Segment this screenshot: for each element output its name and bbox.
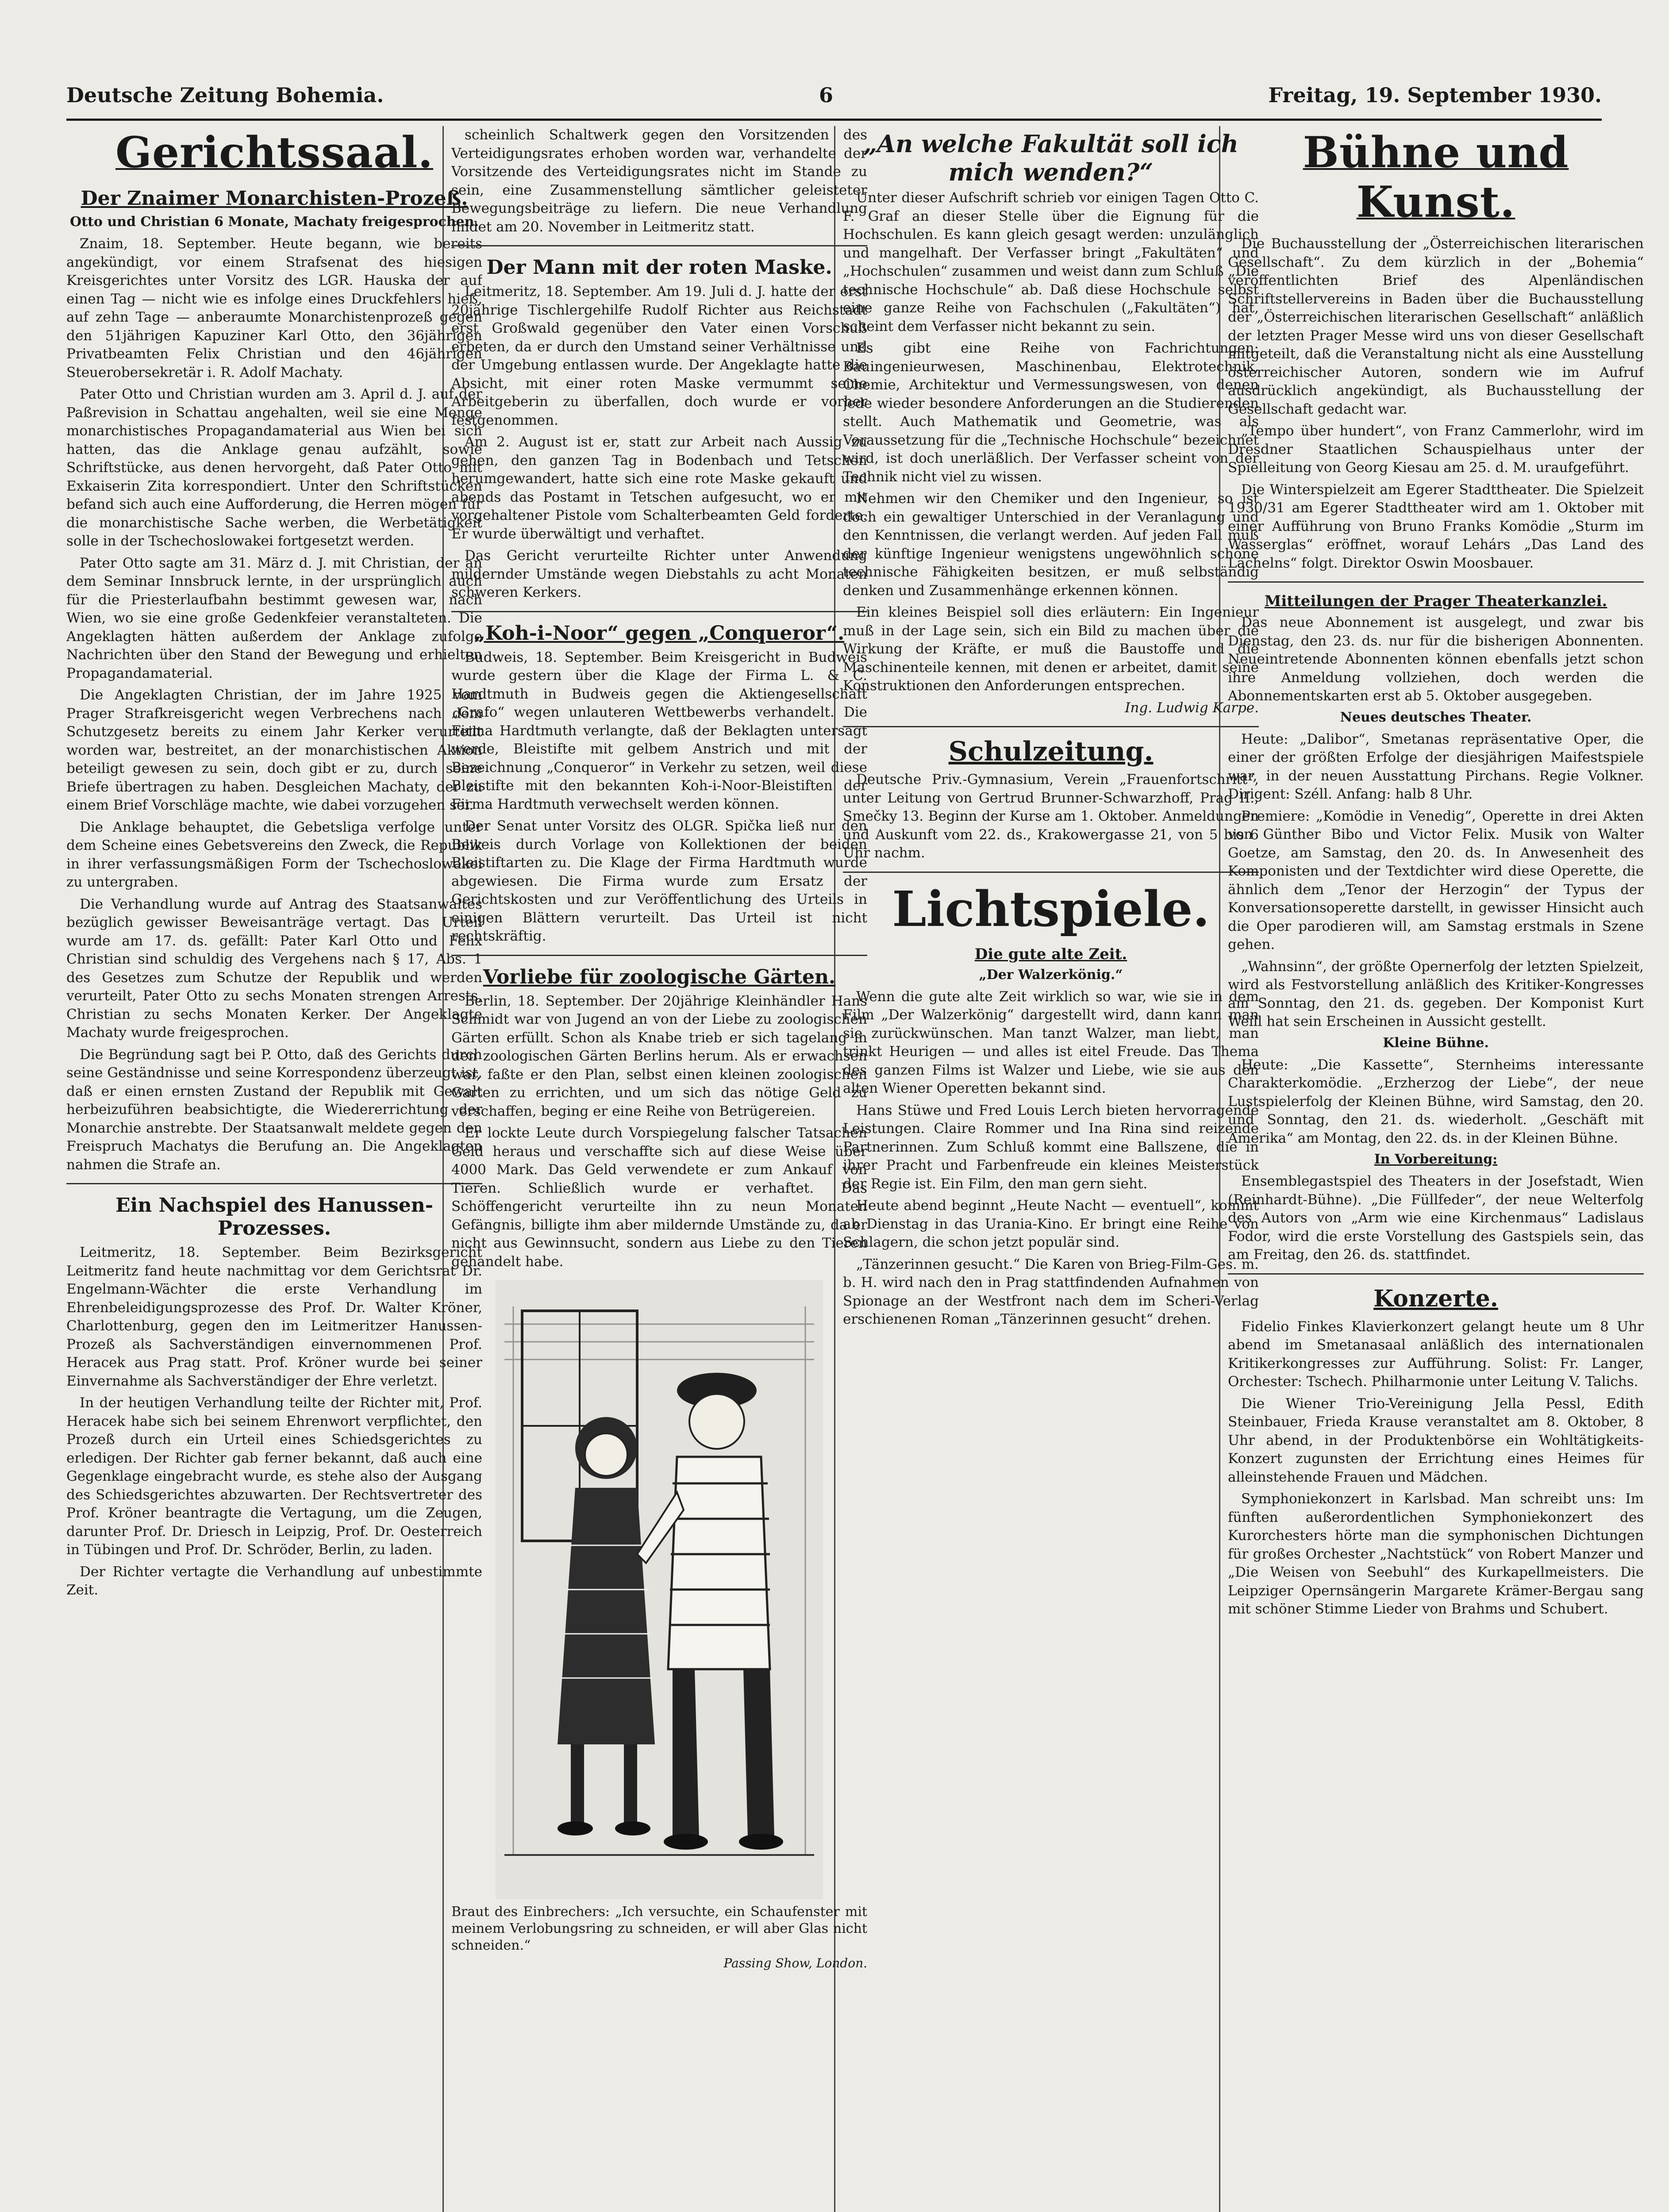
column-4 [1228,126,1644,2212]
section-title: Konzerte. [1373,1285,1498,1312]
section-title: Lichtspiele. [892,880,1210,937]
cartoon-drawing [496,1280,823,1899]
paragraph: Berlin, 18. September. Der 20jährige Kleinhändler Hans Schmidt war von Jugend an von der Liebe zu zoologischen Gärten erfüllt. Schon als Knabe trieb er sich tagelang in den zoologischen Gärten Berlins herum. Als er erwachsen war, faßte er den Plan, selbst einen kleinen zoologischen Garten zu errichten, und um sich das nötige Geld zu verschaffen, beging er eine Reihe von Betrügereien. [451,993,867,1119]
cartoon-illustration [496,1280,823,1899]
paragraph: Premiere: „Komödie in Venedig“, Operette in drei Akten von Günther Bibo und Victor Felix. Musik von Walter Goetze, am Samstag, den 20. ds. In Anwesenheit des Komponisten und der Textdichter wird diese Operette, die ähnlich dem „Tenor der Herzogin“ der Typus der Konversationsoperette darstellt, in gewisser Hinsicht auch die Oper parodieren will, am Samstag erstmals in Szene gehen. [1228,808,1644,952]
paragraph: Die Wiener Trio-Vereinigung Jella Pessl, Edith Steinbauer, Frieda Krause veranstaltet am 8. Oktober, 8 Uhr abend, in der Produktenbörse ein Wohltätigkeits-Konzert zugunsten der Errichtung eines Heimes für alleinstehende Frauen und Mädchen. [1228,1395,1644,1485]
paragraph: Er lockte Leute durch Vorspiegelung falscher Tatsachen Geld heraus und verschaffte sich auf diese Weise über 4000 Mark. Das Geld verwendete er zum Ankauf von Tieren. Schließlich wurde er verhaftet. Das Schöffengericht verurteilte ihn zu neun Monaten Gefängnis, billigte ihm aber mildernde Umstände zu, da er nicht aus Gewinnsucht, sondern aus Liebe zu den Tieren gehandelt habe. [451,1125,867,1270]
paragraph: Wenn die gute alte Zeit wirklich so war, wie sie in dem Film „Der Walzerkönig“ dargestellt wird, dann kann man sie zurückwünschen. Man tanzt Walzer, man liebt, man trinkt Heurigen — und alles ist eitel Freude. Das Thema des ganzen Films ist Walzer und Liebe, wie sie aus den alten Wiener Operetten bekannt sind. [843,988,1259,1096]
paragraph: Der Senat unter Vorsitz des OLGR. Spička ließ nur den Beweis durch Vorlage von Kollektionen der beiden Bleistiftarten zu. Die Klage der Firma Hardtmuth wurde abgewiesen. Die Firma wurde zum Ersatz der Gerichtskosten und zur Veröffentlichung des Urteils in einigen Blättern verurteilt. Das Urteil ist nicht rechtskräftig. [451,818,867,944]
paragraph: Die Winterspielzeit am Egerer Stadttheater. Die Spielzeit 1930/31 am Egerer Stadttheater wird am 1. Oktober mit einer Aufführung von Bruno Franks Komödie „Sturm im Wasserglas“ eröffnet, worauf Lehárs „Das Land des Lächelns“ folgt. Direktor Oswin Moosbauer. [1228,481,1644,571]
column-3 [843,126,1259,2135]
article-title: Die gute alte Zeit. [974,945,1127,963]
paragraph: Es gibt eine Reihe von Fachrichtungen: Bauingenieurwesen, Maschinenbau, Elektrotechnik, Chemie, Architektur und Vermessungswesen, von denen jede wieder besondere Anforderungen an die Studierenden stellt. Auch Mathematik und Geometrie, was als Voraussetzung für die „Technische Hochschule“ bezeichnet wird, ist doch unerläßlich. Der Verfasser scheint von der Technik nicht viel zu wissen. [843,340,1259,485]
newspaper-name: Deutsche Zeitung Bohemia. [66,83,384,107]
paragraph: Deutsche Priv.-Gymnasium, Verein „Frauenfortschritt“, unter Leitung von Gertrud Brunner-Schwarzhoff, Prag II., Smečky 13. Beginn der Kurse am 1. Oktober. Anmeldungen und Auskunft vom 22. ds., Krakowergasse 21, von 5 bis 6 Uhr nachm. [843,772,1259,861]
paragraph: Der Richter vertagte die Verhandlung auf unbestimmte Zeit. [66,1563,482,1598]
paragraph: Heute abend beginnt „Heute Nacht — eventuell“, kommt ab Dienstag in das Urania-Kino. Er bringt eine Reihe von Schlagern, die schon jetzt populär sind. [843,1198,1259,1250]
paragraph: Heute: „Dalibor“, Smetanas repräsentative Oper, die einer der größten Erfolge der diesjährigen Maifestspiele war, in der neuen Ausstattung Pirchans. Regie Volkner. Dirigent: Széll. Anfang: halb 8 Uhr. [1228,731,1644,802]
divider [1228,581,1644,583]
article-title: Ein Nachspiel des Hanussen-Prozesses. [115,1194,434,1240]
paragraph: Fidelio Finkes Klavierkonzert gelangt heute um 8 Uhr abend im Smetanasaal anläßlich des internationalen Kritikerkongresses zur Aufführung. Solist: Fr. Langer, Orchester: Tschech. Philharmonie unter Leitung V. Talichs. [1228,1318,1644,1390]
divider [66,1183,482,1184]
divider [451,611,867,612]
paragraph: Ensemblegastspiel des Theaters in der Josefstadt, Wien (Reinhardt-Bühne). „Die Füllfeder“, der neue Welterfolg des Autors von „Arm wie eine Kirchenmaus“ Ladislaus Fodor, wird die erste Vorstellung des Gastspiels sein, das am Freitag, den 26. ds. stattfindet. [1228,1173,1644,1263]
article-subtitle: In Vorbereitung: [1374,1152,1498,1167]
paragraph: In der heutigen Verhandlung teilte der Richter mit, Prof. Heracek habe sich bei seinem Ehrenwort verpflichtet, den Prozeß durch ein Urteil eines Schiedsgerichtes zu erledigen. Der Richter gab ferner bekannt, daß auch eine Gegenklage eingebracht wurde, es stehe also der Ausgang des Schiedsgerichtes abzuwarten. Der Rechtsvertreter des Prof. Kröner beantragte die Vertagung, um die Zeugen, darunter Prof. Dr. Driesch in Leipzig, Prof. Dr. Oesterreich in Tübingen und Prof. Dr. Schröder, Berlin, zu laden. [66,1395,482,1558]
paragraph: Das Gericht verurteilte Richter unter Anwendung mildernder Umstände wegen Diebstahls zu acht Monaten schweren Kerkers. [451,548,867,600]
article-subtitle: Otto und Christian 6 Monate, Machaty freigesprochen. [70,214,479,230]
page-header [66,80,1602,111]
paragraph: Die Anklage behauptet, die Gebetsliga verfolge unter dem Scheine eines Gebetsvereins den Zweck, die Republik in ihrer verfassungsmäßigen Form der Tschechoslowakei zu untergraben. [66,819,482,890]
author-signature: Ing. Ludwig Karpe. [1125,699,1259,716]
cartoon-credit: Passing Show, London. [723,1956,867,1970]
divider [1228,1273,1644,1275]
article-subtitle: „Der Walzerkönig.“ [979,967,1123,983]
article-subtitle: Kleine Bühne. [1383,1035,1489,1051]
paragraph: Hans Stüwe und Fred Louis Lerch bieten hervorragende Leistungen. Claire Rommer und Ina Rina sind reizende Partnerinnen. Zum Schluß kommt eine Ballszene, die in ihrer Pracht und Farbenfreude ein kleines Meisterstück der Regie ist. Ein Film, den man gern sieht. [843,1102,1259,1192]
paragraph: Die Verhandlung wurde auf Antrag des Staatsanwaltes bezüglich gewisser Beweisanträge vertagt. Das Urteil wurde am 17. ds. gefällt: Pater Karl Otto und Felix Christian sind schuldig des Vergehens nach § 17, Abs. 1 des Gesetzes zum Schutze der Republik und werden verurteilt, Pater Otto zu sechs Monaten strengen Arrests, Christian zu sechs Monaten Kerker. Der Angeklagte Machaty wurde freigesprochen. [66,896,482,1041]
paragraph: Die Begründung sagt bei P. Otto, daß des Gerichts durch seine Geständnisse und seine Korrespondenz überzeugt ist, daß er einen ernsten Zustand der Republik mit Gewalt herbeizuführen beabsichtigte, die Wiedererrichtung der Monarchie anstrebte. Der Staatsanwalt meldete gegen den Freispruch Machatys die Berufung an. Die Angeklagten nahmen die Strafe an. [66,1046,482,1173]
column-2 [451,126,867,2212]
paragraph: „Tänzerinnen gesucht.“ Die Karen von Brieg-Film-Ges. m. b. H. wird nach den in Prag stattfindenden Aufnahmen von Spionage an der Westfront nach dem im Scheri-Verlag erschienenen Roman „Tänzerinnen gesucht“ drehen. [843,1256,1259,1327]
section-title: Bühne und Kunst. [1303,127,1569,227]
paragraph: scheinlich Schaltwerk gegen den Vorsitzenden des Verteidigungsrates erhoben worden war, verhandelte der Vorsitzende des Verteidigungsrates nicht im Stande zu sein, eine Zusammenstellung sämtlicher geleisteter Bewegungsbeiträge zu liefern. Die neue Verhandlung findet am 20. November in Leitmeritz statt. [451,127,867,235]
article-title: Der Mann mit der roten Maske. [486,256,832,279]
paragraph: Pater Otto sagte am 31. März d. J. mit Christian, der an dem Seminar Innsbruck lernte, in der ursprünglich auch für die Priesterlaufbahn bestimmt gewesen war, nach Wien, wo sie eine große Gedenkfeier veranstalteten. Die Angeklagten hätten außerdem der Anklage zufolge Nachrichten über den Stand der Bewegung und erhielten Propagandamaterial. [66,555,482,681]
cartoon-caption: Braut des Einbrechers: „Ich versuchte, ein Schaufenster mit meinem Verlobungsring zu schneiden, er will aber Glas nicht schneiden.“ [451,1904,867,1953]
paragraph: Budweis, 18. September. Beim Kreisgericht in Budweis wurde gestern über die Klage der Firma L. & C. Hardtmuth in Budweis gegen die Aktiengesellschaft „Grafo“ wegen unlauteren Wettbewerbs verhandelt. Die Firma Hardtmuth verlangte, daß der Beklagten untersagt werde, Bleistifte mit gelbem Anstrich und mit der Bezeichnung „Conqueror“ in Verkehr zu setzen, weil diese Bleistifte mit den bekannten Koh-i-Noor-Bleistiften der Firma Hardtmuth verwechselt werden können. [451,649,867,812]
section-title: Schulzeitung. [948,736,1154,767]
paragraph: Leitmeritz, 18. September. Beim Bezirksgericht Leitmeritz fand heute nachmittag vor dem Gerichtsrat Dr. Engelmann-Wächter die erste Verhandlung im Ehrenbeleidigungsprozesse des Prof. Dr. Walter Kröner, Charlottenburg, gegen den im Leitmeritzer Hanussen-Prozeß als Sachverständigen einvernommenen Prof. Heracek aus Prag statt. Prof. Kröner wurde bei seiner Einvernahme als Sachverständiger der Ehre verletzt. [66,1244,482,1389]
paragraph: Heute: „Die Kassette“, Sternheims interessante Charakterkomödie. „Erzherzog der Liebe“, der neue Lustspielerfolg der Kleinen Bühne, wird Samstag, den 20. und Sonntag, den 21. ds. wiederholt. „Geschäft mit Amerika“ am Montag, den 22. ds. in der Kleinen Bühne. [1228,1056,1644,1146]
article-title: Vorliebe für zoologische Gärten. [483,965,836,988]
article-title: „Koh-i-Noor“ gegen „Conqueror“. [474,622,845,645]
paragraph: Ein kleines Beispiel soll dies erläutern: Ein Ingenieur muß in der Lage sein, sich ein Bild zu machen über die Wirkung der Kräfte, er muß die Baustoffe und die Maschinenteile kennen, mit denen er arbeitet, damit seine Konstruktionen den Anforderungen entsprechen. [843,604,1259,694]
article-subtitle: Neues deutsches Theater. [1340,709,1532,725]
page-number: 6 [819,83,833,107]
paragraph: Leitmeritz, 18. September. Am 19. Juli d. J. hatte der erst 20jährige Tischlergehilfe Rudolf Richter aus Reichstadt erst Großwald gegenüber den Vater einen Vorschuß erbeten, da er durch den Umstand seiner Verhältnisse und der Umgebung entlassen wurde. Der Angeklagte hatte die Absicht, mit einer roten Maske vermummt seine Arbeitgeberin zu überfallen, doch wurde er vorher festgenommen. [451,284,867,428]
article-title: „An welche Fakultät soll ich mich wenden?“ [863,130,1238,186]
paragraph: Symphoniekonzert in Karlsbad. Man schreibt uns: Im fünften außerordentlichen Symphoniekonzert des Kurorchesters hörte man die symphonischen Dichtungen für großes Orchester „Nachtstück“ von Robert Manzer und „Die Weisen von Seebuhl“ des Kurkapellmeisters. Die Leipziger Opernsängerin Margarete Krämer-Bergau sang mit schöner Stimme Lieder von Brahms und Schubert. [1228,1491,1644,1617]
paragraph: Unter dieser Aufschrift schrieb vor einigen Tagen Otto C. F. Graf an dieser Stelle über die Eignung für die Hochschulen. Es kann gleich gesagt werden: unzulänglich und mangelhaft. Der Verfasser bringt „Fakultäten“ und „Hochschulen“ zusammen und weist dann zum Schluß „Die technische Hochschule“ ab. Daß diese Hochschule selbst eine ganze Reihe von Fachschulen („Fakultäten“) hat, scheint dem Verfasser nicht bekannt zu sein. [843,190,1259,334]
column-1 [66,126,482,2179]
paragraph: Die Buchausstellung der „Österreichischen literarischen Gesellschaft“. Zu dem kürzlich in der „Bohemia“ veröffentlichten Brief des Alpenländischen Schriftstellervereins in Baden über die Buchausstellung der „Österreichischen literarischen Gesellschaft“ anläßlich der letzten Prager Messe wird uns von dieser Gesellschaft mitgeteilt, daß die Veranstaltung nicht als eine Ausstellung österreichischer Autoren, sondern wie im Aufruf ausdrücklich angekündigt, als Buchausstellung der Gesellschaft gedacht war. [1228,236,1644,417]
article-title: Mitteilungen der Prager Theaterkanzlei. [1264,592,1607,610]
paragraph: „Wahnsinn“, der größte Opernerfolg der letzten Spielzeit, wird als Festvorstellung anläßlich des Kritiker-Kongresses am Sonntag, den 21. ds. gegeben. Der Komponist Kurt Weill hat sein Erscheinen in Aussicht gestellt. [1228,958,1644,1029]
paragraph: Nehmen wir den Chemiker und den Ingenieur, so ist doch ein gewaltiger Unterschied in der Veranlagung und den Kenntnissen, die verlangt werden. Auf jeden Fall muß der künftige Ingenieur wenigstens ungewöhnlich schöne technische Fähigkeiten besitzen, er muß selbständig denken und Zusammenhänge erkennen können. [843,491,1259,599]
divider [843,726,1259,727]
paragraph: Das neue Abonnement ist ausgelegt, und zwar bis Dienstag, den 23. ds. nur für die bisherigen Abonnenten. Neueintretende Abonnenten können ebenfalls jetzt schon ihre Anmeldung vollziehen, doch werden die Abonnementskarten erst ab 5. Oktober ausgegeben. [1228,614,1644,704]
divider [451,955,867,956]
article-title: Der Znaimer Monarchisten-Prozeß. [81,187,468,210]
divider [843,872,1259,873]
section-title: Gerichtssaal. [115,127,434,177]
paragraph: „Tempo über hundert“, von Franz Cammerlohr, wird im Dresdner Staatlichen Schauspielhaus unter der Spielleitung von Georg Kiesau am 25. d. M. uraufgeführt. [1228,423,1644,476]
divider [451,245,867,246]
issue-date: Freitag, 19. September 1930. [1268,83,1602,107]
paragraph: Pater Otto und Christian wurden am 3. April d. J. auf der Paßrevision in Schattau angehalten, weil sie eine Menge monarchistisches Propagandamaterial aus Wien bei sich hatten, das die Anklage genau aufzählt, sowie Schriftstücke, aus denen hervorgeht, daß Pater Otto mit Exkaiserin Zita korrespondiert. Unter den Schriftstücken befand sich auch eine Aufforderung, die Herren mögen für die monarchistische Sache werben, die Werbetätigkeit solle in der Tschechoslowakei fortgesetzt werden. [66,386,482,549]
paragraph: Am 2. August ist er, statt zur Arbeit nach Aussig zu gehen, den ganzen Tag in Bodenbach und Tetschen herumgewandert, hatte sich eine rote Maske gekauft und abends das Postamt in Tetschen aufgesucht, wo er mit vorgehaltener Pistole vom Schalterbeamten Geld forderte. Er wurde überwältigt und verhaftet. [451,434,867,542]
paragraph: Die Angeklagten Christian, der im Jahre 1925 vom Prager Strafkreisgericht wegen Verbrechens nach dem Schutzgesetz bereits zu einem Jahr Kerker verurteilt worden war, bestreitet, an der monarchistischen Aktion beteiligt gewesen zu sein, doch gibt er zu, durch seine Briefe übertragen zu haben. Desgleichen Machaty, der zu einem Brief Vorschläge machte, wie dabei vorzugehen sei. [66,687,482,813]
paragraph: Znaim, 18. September. Heute begann, wie bereits angekündigt, vor einem Strafsenat des hiesigen Kreisgerichtes unter Vorsitz des LGR. Hauska der auf einen Tag — nicht wie es infolge eines Druckfehlers hieß, auf zehn Tage — anberaumte Monarchistenprozeß gegen den 51jährigen Kapuziner Karl Otto, den 36jährigen Privatbeamten Felix Christian und den 46jährigen Steuerobersekretär i. R. Adolf Machaty. [66,236,482,380]
header-rule [66,119,1602,121]
